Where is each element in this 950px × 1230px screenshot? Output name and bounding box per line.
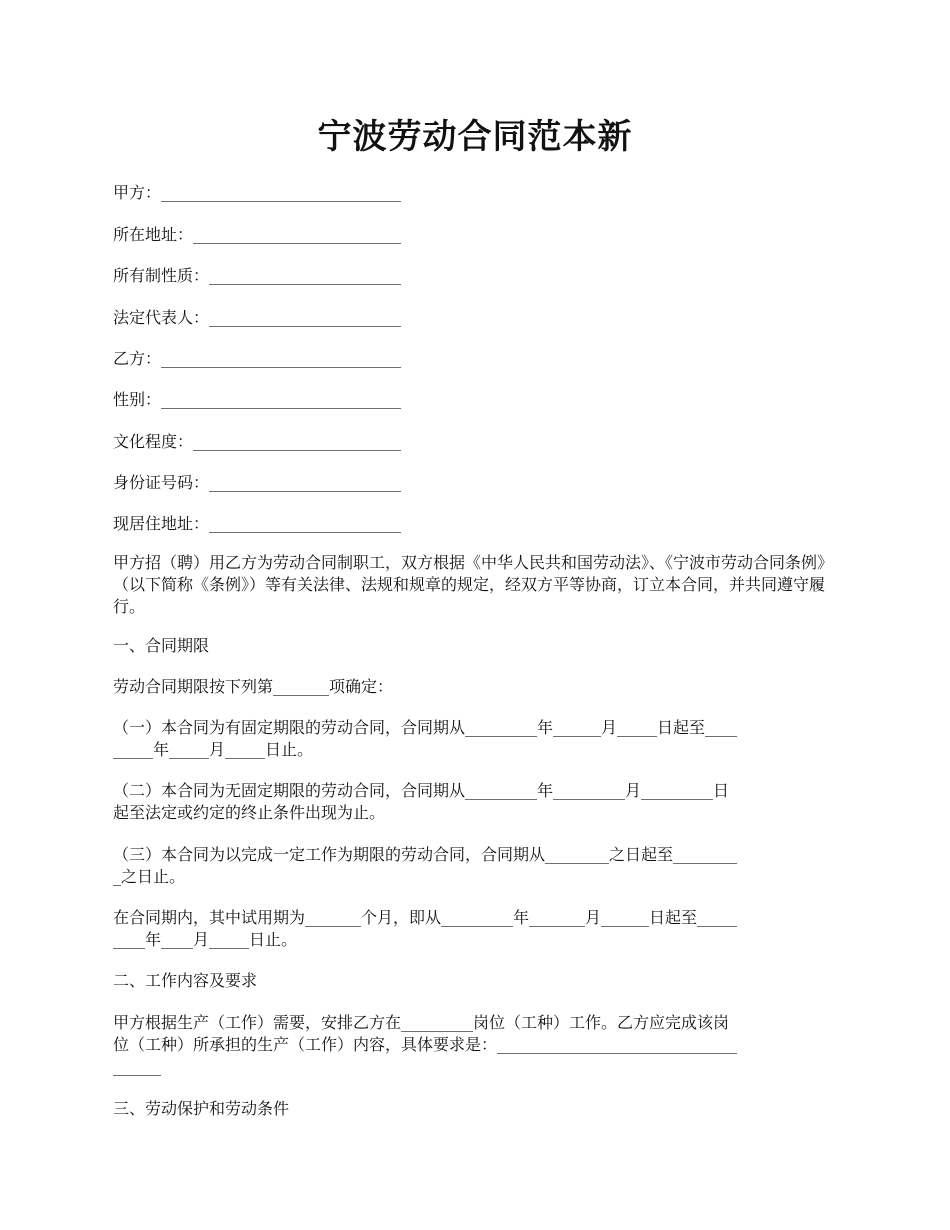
field-blank[interactable]: __________________________ [193, 225, 402, 244]
field-label: 法定代表人： [113, 308, 210, 327]
field-party-a [113, 181, 401, 205]
probation-line1: 在合同期内，其中试用期为_______个月，即从_________年_______月______日起至_____ [113, 908, 738, 927]
term-option-1-line2: _____年_____月_____日止。 [113, 740, 314, 759]
probation-line2: ____年____月_____日止。 [113, 930, 298, 949]
field-ownership [113, 264, 401, 288]
field-legal-rep [113, 306, 401, 330]
field-address [113, 223, 401, 247]
field-label: 甲方： [113, 183, 162, 202]
term-option-3-line1: （三）本合同为以完成一定工作为期限的劳动合同，合同期从________之日起至________ [113, 845, 738, 864]
field-blank[interactable]: ______________________________ [161, 390, 402, 409]
document-title: 宁波劳动合同范本新 [317, 117, 633, 157]
section-heading-work: 二、工作内容及要求 [113, 971, 258, 990]
field-education [113, 430, 401, 454]
work-line1: 甲方根据生产（工作）需要，安排乙方在_________岗位（工种）工作。乙方应完成该岗 [113, 1013, 730, 1032]
term-option-2-line1: （二）本合同为无固定期限的劳动合同，合同期从_________年_________月_________日 [113, 781, 730, 800]
field-blank[interactable]: ______________________________ [161, 183, 402, 202]
field-label: 所有制性质： [113, 266, 210, 285]
field-blank[interactable]: __________________________ [193, 432, 402, 451]
field-party-b [113, 347, 401, 371]
field-label: 性别： [113, 390, 162, 409]
field-label: 乙方： [113, 349, 162, 368]
field-current-address [113, 512, 401, 536]
field-blank[interactable]: ______________________________ [161, 349, 402, 368]
field-id-number [113, 471, 401, 495]
term-rule-line: 劳动合同期限按下列第_______项确定： [113, 677, 394, 696]
section-heading-protection: 三、劳动保护和劳动条件 [113, 1099, 290, 1118]
section-heading-term: 一、合同期限 [113, 636, 210, 655]
term-option-2-line2: 起至法定或约定的终止条件出现为止。 [113, 803, 386, 822]
field-label: 所在地址： [113, 225, 194, 244]
field-label: 现居住地址： [113, 514, 210, 533]
term-option-1-line1: （一）本合同为有固定期限的劳动合同，合同期从_________年______月_____日起至____ [113, 718, 738, 737]
field-blank[interactable]: ________________________ [209, 514, 402, 533]
field-blank[interactable]: ________________________ [209, 473, 402, 492]
field-label: 文化程度： [113, 432, 194, 451]
term-option-3-line2: _之日止。 [113, 867, 186, 886]
intro-paragraph: 甲方招（聘）用乙方为劳动合同制职工，双方根据《中华人民共和国劳动法》、《宁波市劳动合同条例》（以下简称《条例》）等有关法律、法规和规章的规定，经双方平等协商，订立本合同，并共同遵守履行。 [113, 553, 834, 616]
work-line2: 位（工种）所承担的生产（工作）内容，具体要求是：______________________________ [113, 1035, 738, 1054]
field-gender [113, 388, 401, 412]
field-blank[interactable]: ________________________ [209, 308, 402, 327]
work-line3: ______ [113, 1057, 161, 1076]
field-blank[interactable]: ________________________ [209, 266, 402, 285]
field-label: 身份证号码： [113, 473, 210, 492]
